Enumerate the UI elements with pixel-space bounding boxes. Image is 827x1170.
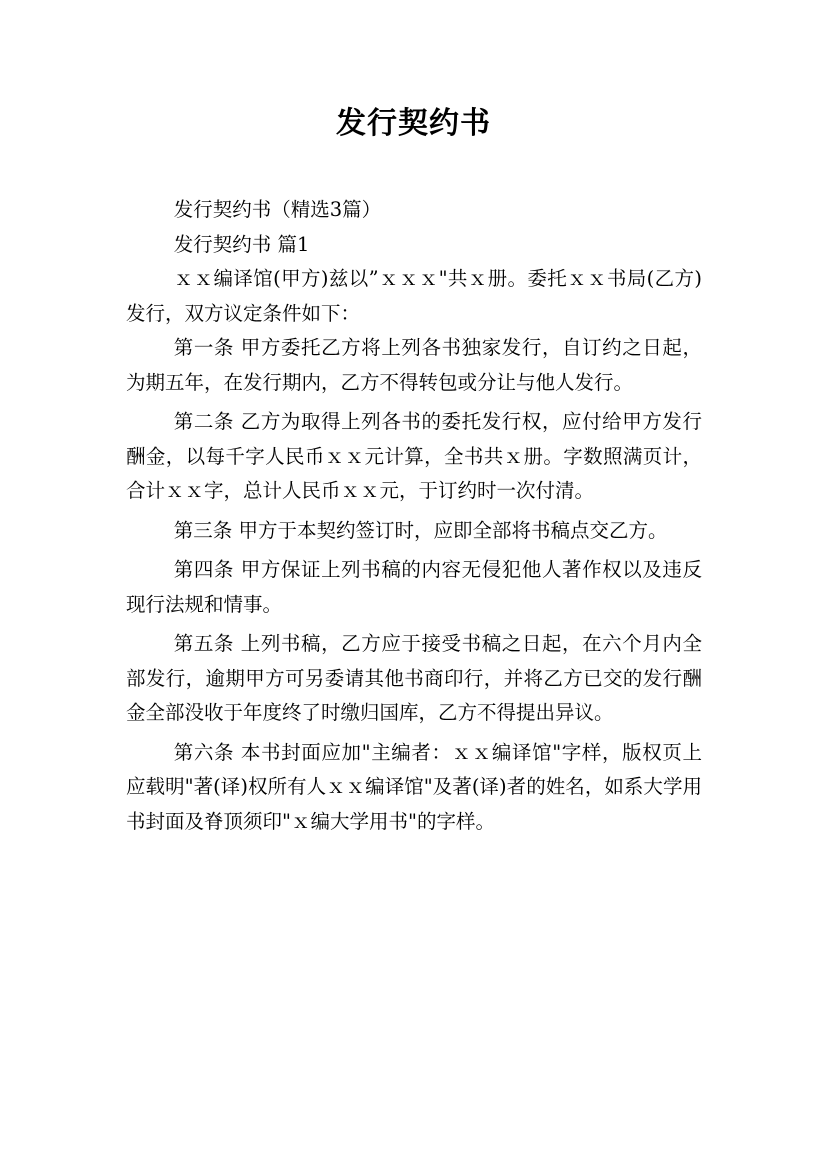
- paragraph-preamble: ｘｘ编译馆(甲方)兹以”ｘｘｘ"共ｘ册。委托ｘｘ书局(乙方)发行，双方议定条件如下：: [126, 267, 702, 325]
- document-title: 发行契约书: [336, 106, 491, 141]
- paragraph-article-1: 第一条 甲方委托乙方将上列各书独家发行，自订约之日起，为期五年，在发行期内，乙方不得转包或分让与他人发行。: [126, 336, 702, 394]
- paragraph-article-4: 第四条 甲方保证上列书稿的内容无侵犯他人著作权以及违反现行法规和情事。: [126, 558, 702, 616]
- paragraph-section-heading: 发行契约书 篇1: [173, 232, 310, 256]
- paragraph-subtitle: 发行契约书（精选3篇）: [173, 198, 382, 221]
- paragraph-article-3: 第三条 甲方于本契约签订时，应即全部将书稿点交乙方。: [173, 518, 668, 542]
- paragraph-article-5: 第五条 上列书稿，乙方应于接受书稿之日起，在六个月内全部发行，逾期甲方可另委请其他书商印行，并将乙方已交的发行酬金全部没收于年度终了时缴归国库，乙方不得提出异议。: [126, 632, 702, 724]
- paragraph-article-2: 第二条 乙方为取得上列各书的委托发行权，应付给甲方发行酬金，以每千字人民币ｘｘ元计算，全书共ｘ册。字数照满页计，合计ｘｘ字，总计人民币ｘｘ元，于订约时一次付清。: [126, 410, 702, 502]
- document-body: [126, 193, 702, 839]
- paragraph-article-6: 第六条 本书封面应加"主编者：ｘｘ编译馆"字样，版权页上应载明"著(译)权所有人ｘｘ编译馆"及著(译)者的姓名，如系大学用书封面及脊顶须印"ｘ编大学用书"的字样。: [126, 740, 702, 833]
